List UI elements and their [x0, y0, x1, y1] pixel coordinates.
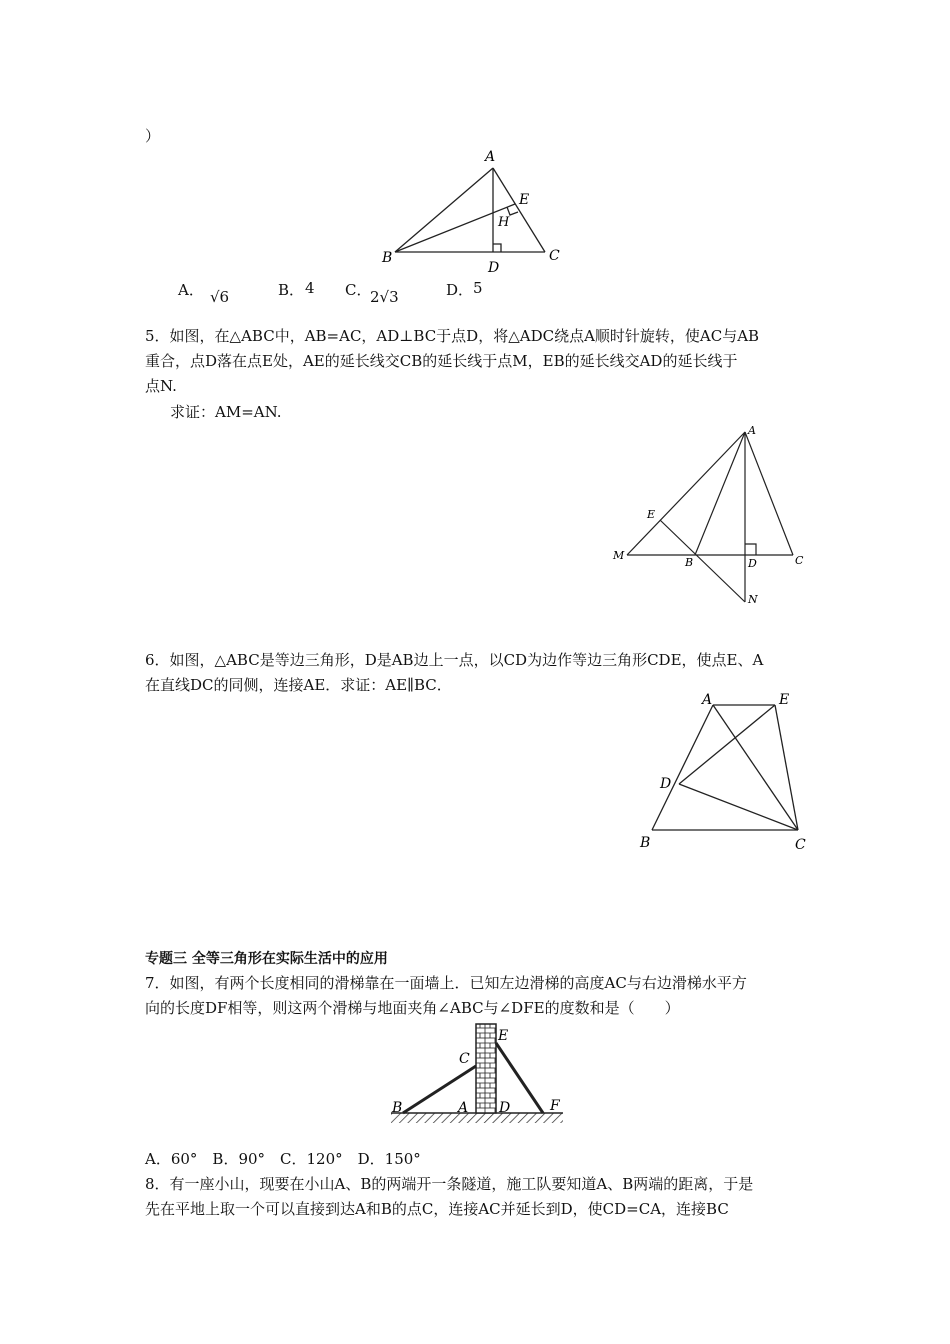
segment-DC — [679, 784, 798, 830]
label-D: D — [488, 260, 500, 275]
segment-BA — [395, 168, 493, 252]
label-E: E — [519, 192, 530, 208]
label-A: A — [485, 149, 496, 165]
label-H: H — [498, 215, 510, 230]
label-E: E — [779, 692, 790, 708]
segment-MA — [627, 432, 745, 555]
label-A: A — [702, 692, 713, 708]
figure-q5 — [605, 420, 820, 610]
segment-AC — [713, 705, 798, 830]
label-D: D — [499, 1100, 511, 1116]
q5-prove: 求证：AM=AN. — [170, 403, 282, 421]
segment-BA — [652, 705, 713, 830]
q6-line2: 在直线DC的同侧，连接AE．求证：AE∥BC． — [145, 676, 452, 694]
label-E: E — [498, 1028, 509, 1044]
segment-BE — [395, 204, 515, 252]
label-B: B — [382, 250, 393, 266]
label-C: C — [795, 837, 806, 853]
right-angle-mark-D — [745, 544, 756, 555]
q5-line3: 点N. — [145, 377, 177, 395]
section-title: 专题三 全等三角形在实际生活中的应用 — [145, 951, 388, 967]
label-B: B — [640, 835, 651, 851]
segment-AC — [745, 432, 793, 555]
label-A: A — [458, 1100, 469, 1116]
option-a-value: √6 — [210, 288, 230, 306]
label-M: M — [613, 549, 625, 562]
label-C: C — [795, 554, 804, 567]
figure-q6 — [630, 690, 815, 855]
label-C: C — [459, 1051, 470, 1067]
q8-line2: 先在平地上取一个可以直接到达A和B的点C，连接AC并延长到D，使CD=CA，连接BC — [145, 1200, 729, 1218]
label-F: F — [550, 1098, 560, 1114]
option-c-value: 2√3 — [370, 288, 399, 306]
right-angle-mark-E — [507, 207, 518, 215]
option-d-key: D． — [446, 281, 474, 299]
q6-line1: 6．如图，△ABC是等边三角形，D是AB边上一点，以CD为边作等边三角形CDE，使点E、A — [145, 651, 764, 669]
label-B: B — [392, 1100, 403, 1116]
closing-paren: ） — [145, 127, 161, 145]
brick-wall — [476, 1024, 496, 1113]
right-angle-mark-D — [493, 244, 501, 252]
segment-AB — [695, 432, 745, 555]
figure-q4 — [380, 140, 580, 275]
label-C: C — [549, 248, 560, 264]
label-D: D — [748, 557, 757, 570]
label-B: B — [685, 556, 694, 569]
option-a-key: A． — [178, 281, 204, 299]
q7-line1: 7．如图，有两个长度相同的滑梯靠在一面墙上．已知左边滑梯的高度AC与右边滑梯水平方 — [145, 974, 747, 992]
segment-EC — [775, 705, 798, 830]
figure-q7 — [385, 1018, 570, 1133]
label-N: N — [748, 593, 758, 606]
label-E: E — [647, 508, 656, 521]
q5-line1: 5．如图，在△ABC中，AB=AC，AD⊥BC于点D，将△ADC绕点A顺时针旋转，使AC与AB — [145, 327, 760, 345]
option-b-value: 4 — [305, 279, 315, 297]
q7-line2: 向的长度DF相等，则这两个滑梯与地面夹角∠ABC与∠DFE的度数和是（ ） — [145, 999, 680, 1017]
segment-EN — [660, 520, 745, 602]
q8-line1: 8．有一座小山，现要在小山A、B的两端开一条隧道，施工队要知道A、B两端的距离，于是 — [145, 1175, 754, 1193]
label-A: A — [748, 424, 756, 437]
label-D: D — [660, 776, 672, 792]
option-b-key: B． — [278, 281, 305, 299]
option-c-key: C． — [345, 281, 372, 299]
option-d-value: 5 — [473, 279, 483, 297]
q7-options: A．60° B．90° C．120° D．150° — [145, 1150, 421, 1168]
ground-hatch — [391, 1113, 563, 1123]
q5-line2: 重合，点D落在点E处，AE的延长线交CB的延长线于点M，EB的延长线交AD的延长线于 — [145, 352, 738, 370]
